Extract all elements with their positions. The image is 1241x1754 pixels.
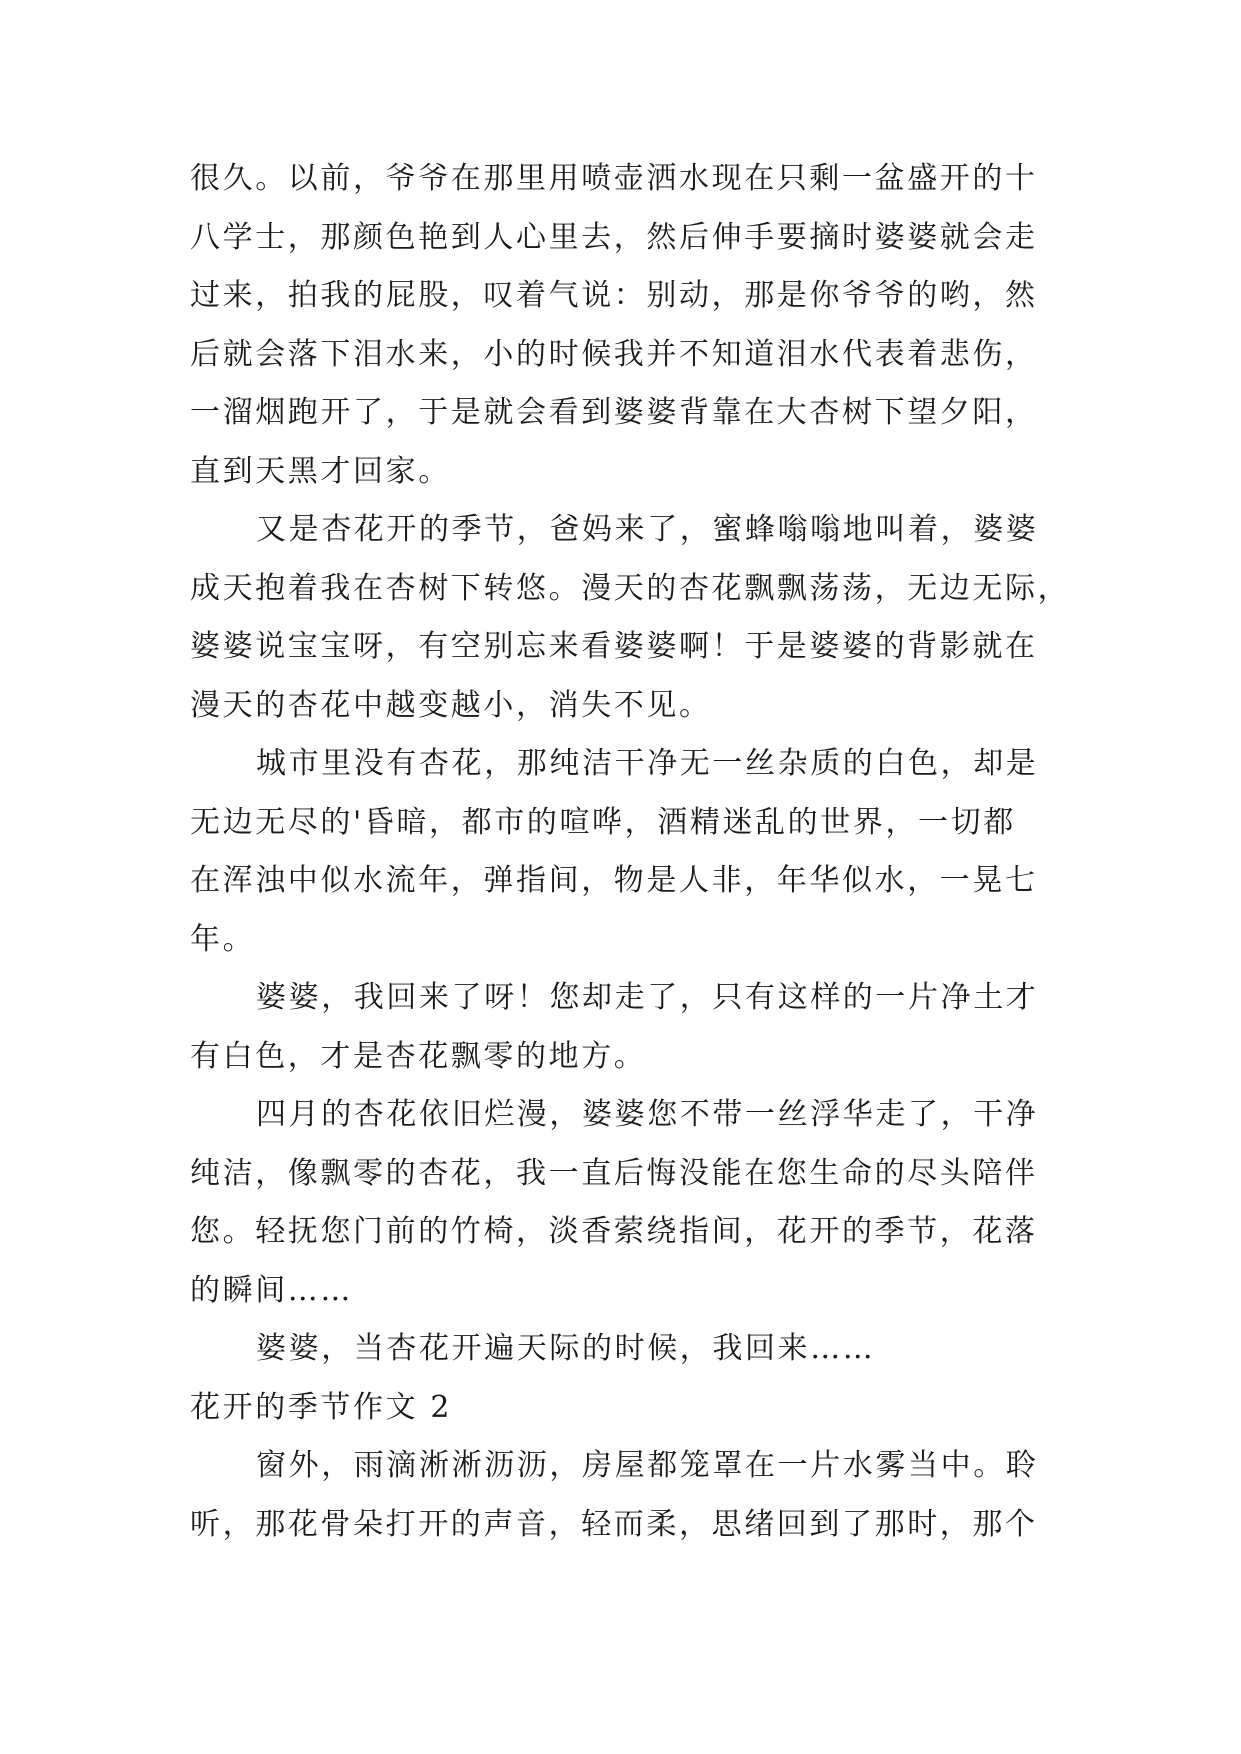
text-line: 又是杏花开的季节，爸妈来了，蜜蜂嗡嗡地叫着，婆婆 — [256, 512, 1039, 547]
text-line: 听，那花骨朵打开的声音，轻而柔，思绪回到了那时，那个 — [190, 1506, 1038, 1542]
document-page — [190, 150, 1071, 1554]
text-line: 直到天黑才回家。 — [190, 453, 451, 489]
text-line: 窗外，雨滴淅淅沥沥，房屋都笼罩在一片水雾当中。聆 — [256, 1448, 1039, 1483]
text-line: 一溜烟跑开了，于是就会看到婆婆背靠在大杏树下望夕阳， — [190, 395, 1038, 430]
text-line: 无边无尽的'昏暗，都市的喧哗，酒精迷乱的世界，一切都 — [190, 804, 1016, 840]
text-line: 您。轻抚您门前的竹椅，淡香萦绕指间，花开的季节，花落 — [190, 1214, 1038, 1249]
text-line: 婆婆，我回来了呀！您却走了，只有这样的一片净土才 — [256, 980, 1039, 1015]
text-body — [190, 150, 1071, 1554]
text-line: 婆婆说宝宝呀，有空别忘来看婆婆啊！于是婆婆的背影就在 — [190, 629, 1038, 664]
text-line: 四月的杏花依旧烂漫，婆婆您不带一丝浮华走了，干净 — [256, 1097, 1039, 1132]
text-line: 漫天的杏花中越变越小，消失不见。 — [190, 687, 712, 723]
text-line: 成天抱着我在杏树下转悠。漫天的杏花飘飘荡荡，无边无际， — [190, 570, 1071, 606]
text-line: 纯洁，像飘零的杏花，我一直后悔没能在您生命的尽头陪伴 — [190, 1155, 1038, 1191]
text-line: 有白色，才是杏花飘零的地方。 — [190, 1038, 647, 1074]
text-line: 过来，拍我的屁股，叹着气说：别动，那是你爷爷的哟，然 — [190, 278, 1038, 313]
text-line: 婆婆，当杏花开遍天际的时候，我回来…… — [256, 1331, 876, 1366]
text-line: 在浑浊中似水流年，弹指间，物是人非，年华似水，一晃七 — [190, 863, 1038, 898]
text-line: 八学士，那颜色艳到人心里去，然后伸手要摘时婆婆就会走 — [190, 219, 1038, 255]
text-line: 的瞬间…… — [190, 1272, 353, 1308]
text-line: 城市里没有杏花，那纯洁干净无一丝杂质的白色，却是 — [256, 746, 1039, 781]
text-line: 很久。以前，爷爷在那里用喷壶洒水现在只剩一盆盛开的十 — [190, 161, 1038, 196]
section-heading: 花开的季节作文 2 — [190, 1389, 453, 1425]
text-line: 后就会落下泪水来，小的时候我并不知道泪水代表着悲伤， — [190, 336, 1038, 372]
text-line: 年。 — [190, 921, 256, 957]
